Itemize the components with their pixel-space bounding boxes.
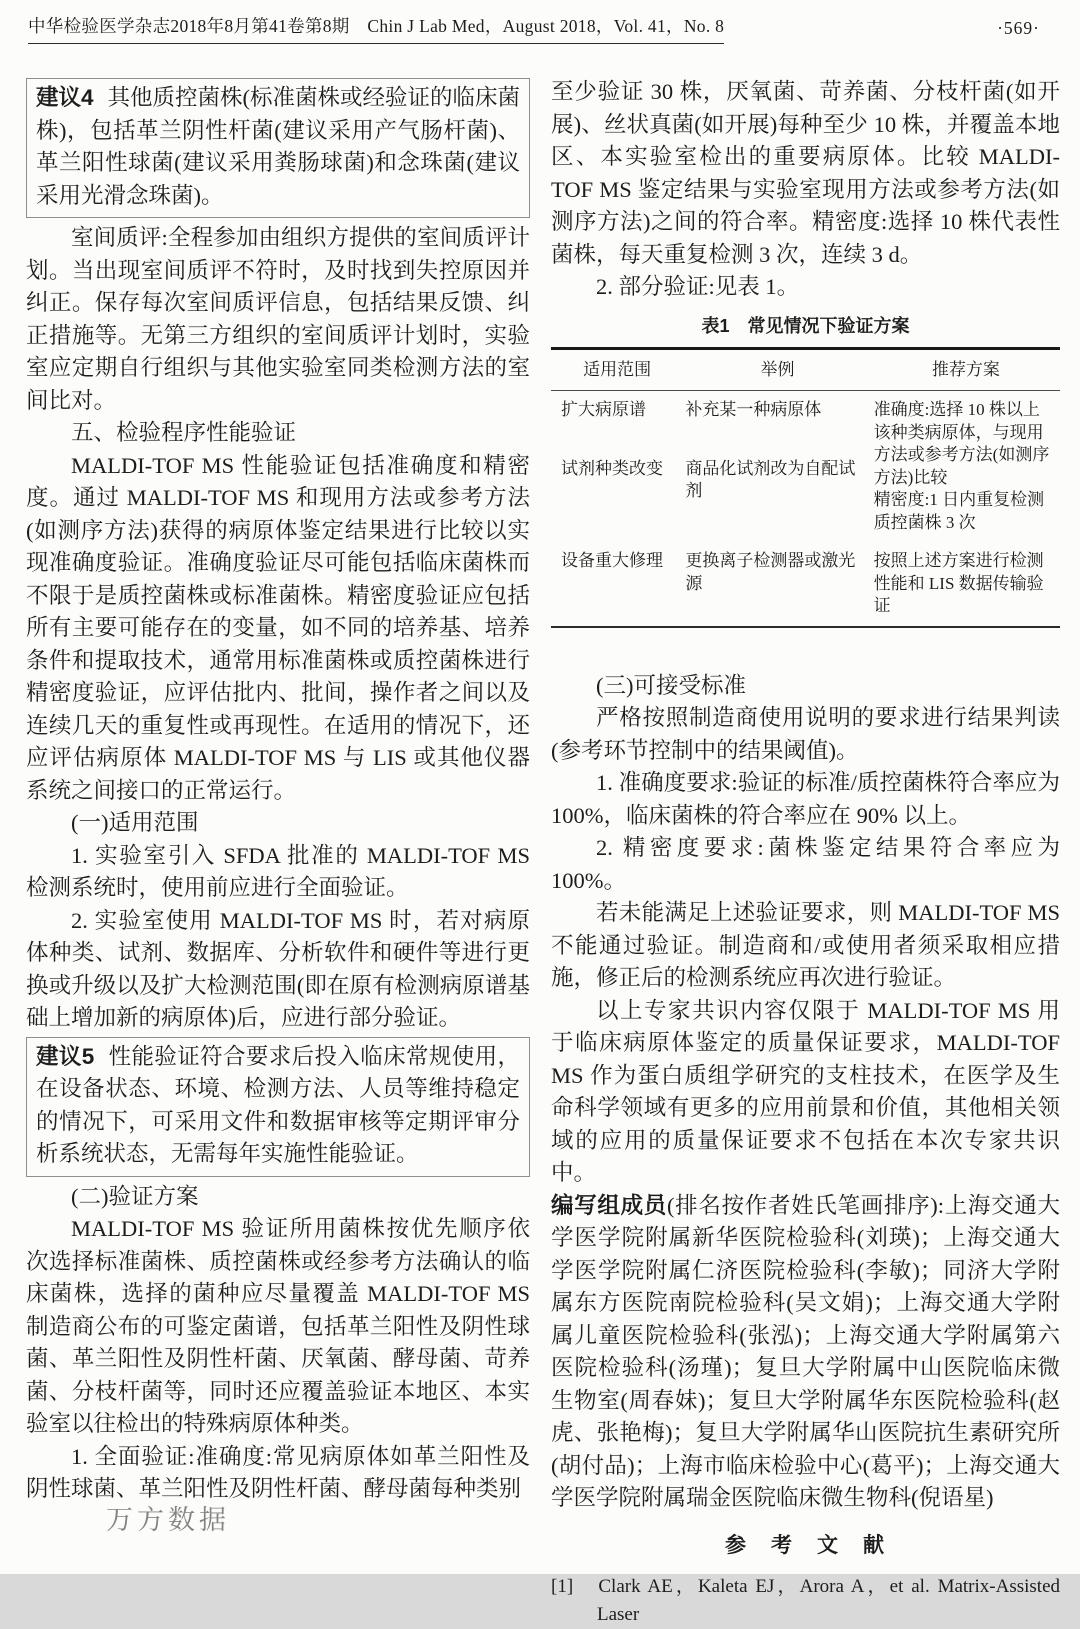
cell-plan-repair: 按照上述方案进行检测性能和 LIS 数据传输验证	[873, 551, 1044, 615]
paragraph-scope-1: 1. 实验室引入 SFDA 批准的 MALDI-TOF MS 检测系统时，使用前应进行全面验证。	[26, 842, 530, 900]
cell-scope-major-repair: 设备重大修理	[561, 551, 663, 570]
cell-example-add-pathogen: 补充某一种病原体	[685, 400, 822, 419]
contributors-paragraph	[551, 1190, 1060, 1515]
cell-example-homemade-reagent: 商品化试剂改为自配试剂	[685, 458, 856, 501]
paragraph-scope-limitation: 以上专家共识内容仅限于 MALDI-TOF MS 用于临床病原体鉴定的质量保证要求，MALDI-TOF MS 作为蛋白质组学研究的支柱技术，在医学及生命科学领域有更多的应用前景和价值，其他相关领域的应用的质量保证要求不包括在本次专家共识中。	[551, 997, 1060, 1185]
contributors-text: (排名按作者姓氏笔画排序):上海交通大学医学院附属新华医院检验科(刘瑛)；上海交通大学医学院附属仁济医院检验科(李敏)；同济大学附属东方医院南院检验科(吴文娟)；上海交通大学附属儿童医院检验科(张泓)；上海交通大学附属第六医院检验科(汤瑾)；复旦大学附属中山医院临床微生物室(周春妹)；复旦大学附属华东医院检验科(赵虎、张艳梅)；复旦大学附属华山医院抗生素研究所(胡付品)；上海市临床检验中心(葛平)；上海交通大学医学院附属瑞金医院临床微生物科(倪语星)	[551, 1192, 1060, 1510]
recommendation-box-4	[26, 78, 530, 218]
paragraph-continuation: 至少验证 30 株，厌氧菌、苛养菌、分枝杆菌(如开展)、丝状真菌(如开展)每种至少 10 株，并覆盖本地区、本实验室检出的重要病原体。比较 MALDI-TOF MS 鉴定结果与实验室现用方法或参考方法(如测序方法)之间的符合率。精密度:选择 10 株代表性菌株，每天重复检测 3 次，连续 3 d。	[551, 79, 1060, 267]
table-row	[551, 542, 1060, 627]
table-header-plan: 推荐方案	[872, 348, 1060, 391]
cell-scope-expand-spectrum: 扩大病原谱	[561, 400, 646, 419]
section-heading-five: 五、检验程序性能验证	[71, 420, 297, 445]
references-heading: 参 考 文 献	[725, 1532, 886, 1557]
journal-header-text: 中华检验医学杂志2018年8月第41卷第8期 Chin J Lab Med，August 2018，Vol. 41，No. 8	[28, 14, 724, 44]
paragraph-scope-2: 2. 实验室使用 MALDI-TOF MS 时，若对病原体种类、试剂、数据库、分析软件和硬件等进行更换或升级以及扩大检测范围(即在原有检测病原谱基础上增加新的病原体)后，应进行部分验证。	[26, 907, 530, 1030]
subsection-heading-scope: (一)适用范围	[71, 810, 199, 835]
subsection-heading-acceptance: (三)可接受标准	[596, 672, 746, 698]
table-header-scope: 适用范围	[551, 348, 683, 391]
cell-example-replace-detector: 更换离子检测器或激光源	[685, 551, 856, 593]
paragraph-failure-handling: 若未能满足上述验证要求，则 MALDI-TOF MS 不能通过验证。制造商和/或使用者须采取相应措施，修正后的检测系统应再次进行验证。	[551, 900, 1060, 990]
recommendation-5-text: 性能验证符合要求后投入临床常规使用，在设备状态、环境、检测方法、人员等维持稳定的情况下，可采用文件和数据审核等定期评审分析系统状态，无需每年实施性能验证。	[36, 1043, 520, 1166]
left-column	[26, 76, 530, 1506]
recommendation-box-5	[26, 1037, 530, 1177]
paragraph-partial-verification: 2. 部分验证:见表 1。	[596, 274, 800, 299]
table-1-title: 表1 常见情况下验证方案	[701, 315, 910, 336]
cell-plan-shared	[872, 391, 1060, 543]
table-header-example: 举例	[683, 348, 871, 391]
paragraph-acceptance: 严格按照制造商使用说明的要求进行结果判读(参考环节控制中的结果阈值)。	[551, 705, 1060, 763]
subsection-heading-plan: (二)验证方案	[71, 1183, 199, 1209]
recommendation-4-text: 其他质控菌株(标准菌株或经验证的临床菌株)，包括革兰阴性杆菌(建议采用产气肠杆菌)、革兰阳性球菌(建议采用粪肠球菌)和念珠菌(建议采用光滑念珠菌)。	[36, 85, 521, 208]
plan-accuracy-line: 准确度:选择 10 株以上该种类病原体，与现用方法或参考方法(如测序方法)比较	[873, 400, 1050, 487]
paragraph-accuracy-requirement: 1. 准确度要求:验证的标准/质控菌株符合率应为 100%，临床菌株的符合率应在 90% 以上。	[551, 770, 1060, 828]
recommendation-5-label: 建议5	[36, 1043, 95, 1069]
paragraph-performance: MALDI-TOF MS 性能验证包括准确度和精密度。通过 MALDI-TOF MS 和现用方法或参考方法(如测序方法)获得的病原体鉴定结果进行比较以实现准确度验证。准确度验证尽可能包括临床菌株而不限于是质控菌株或标准菌株。精密度验证应包括所有主要可能存在的变量，如不同的培养基、培养条件和提取技术，通常用标准菌株或质控菌株进行精密度验证，应评估批内、批间，操作者之间以及连续几天的重复性或再现性。在适用的情况下，还应评估病原体 MALDI-TOF MS 与 LIS 或其他仪器系统之间接口的正常运行。	[26, 452, 530, 803]
cell-scope-reagent-change: 试剂种类改变	[561, 458, 663, 478]
paragraph-plan: MALDI-TOF MS 验证所用菌株按优先顺序依次选择标准菌株、质控菌株或经参考方法确认的临床菌株，选择的菌种应尽量覆盖 MALDI-TOF MS 制造商公布的可鉴定菌谱，包括革兰阳性及阴性球菌、革兰阳性及阴性杆菌、厌氧菌、酵母菌、苛养菌、分枝杆菌等，同时还应覆盖验证本地区、本实验室以往检出的特殊病原体种类。	[26, 1216, 530, 1436]
table-1-grid	[551, 347, 1060, 628]
contributors-label: 编写组成员	[551, 1192, 667, 1218]
recommendation-4-label: 建议4	[36, 85, 94, 110]
page-header	[28, 14, 1052, 44]
table-row	[551, 391, 1060, 450]
paragraph-full-verification: 1. 全面验证:准确度:常见病原体如革兰阳性及阴性球菌、革兰阳性及阴性杆菌、酵母菌每种类别	[26, 1443, 530, 1501]
plan-precision-line: 精密度:1 日内重复检测质控菌株 3 次	[873, 490, 1045, 532]
right-column	[551, 76, 1060, 1629]
paragraph-precision-requirement: 2. 精密度要求:菌株鉴定结果符合率应为 100%。	[551, 835, 1060, 893]
table-header-row	[551, 348, 1060, 391]
table-1	[551, 314, 1060, 628]
reference-1: [1] Clark AE，Kaleta EJ，Arora A，et al. Matrix-Assisted Laser	[551, 1576, 1060, 1625]
page-number: ·569·	[997, 18, 1040, 38]
paragraph-eqa: 室间质评:全程参加由组织方提供的室间质评计划。当出现室间质评不符时，及时找到失控原因并纠正。保存每次室间质评信息，包括结果反馈、纠正措施等。无第三方组织的室间质评计划时，实验室应定期自行组织与其他实验室同类检测方法的室间比对。	[26, 225, 530, 413]
wanfang-watermark: 万方数据	[106, 1505, 230, 1536]
